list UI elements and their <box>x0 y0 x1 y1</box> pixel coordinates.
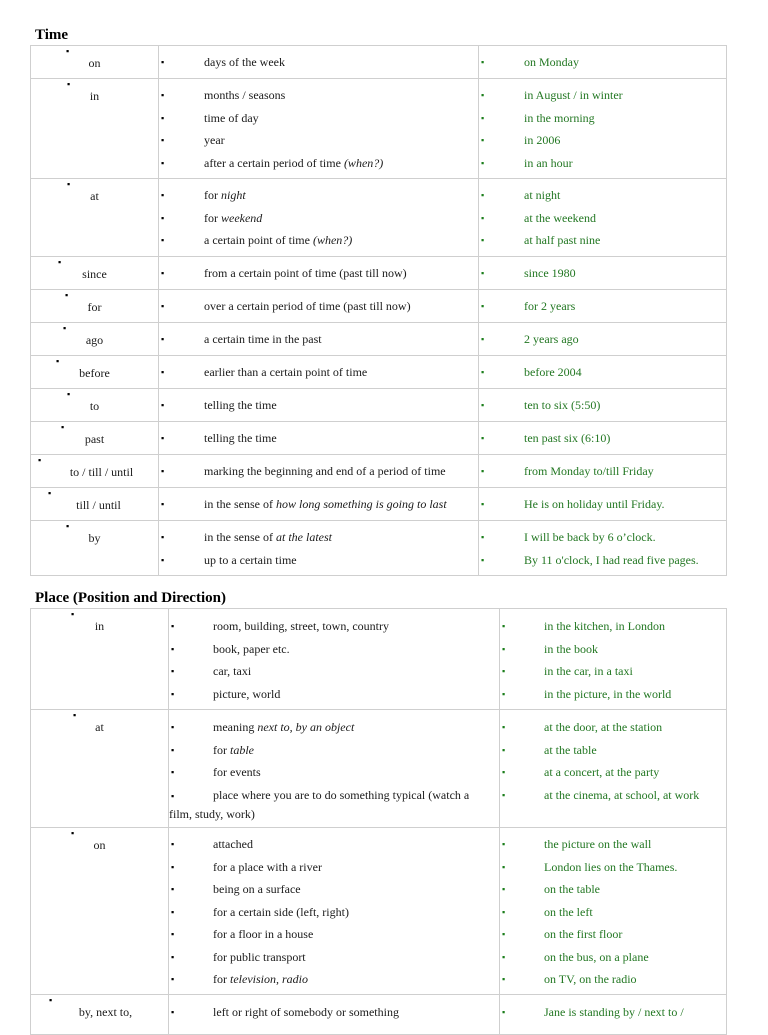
place-table <box>30 608 727 1035</box>
usage: time of day <box>204 110 259 125</box>
time-row-by: ▪ by ▪ in the sense of at the latest ▪ up to a certain time ▪ I will be back by 6 o’clock. ▪ By 11 o'clock, I had read five pages. <box>31 521 727 576</box>
place-row-by-next-to: ▪ by, next to, ▪ left or right of somebody or something ▪ Jane is standing by / next to / <box>31 995 727 1035</box>
usage: marking the beginning and end of a period of time <box>204 464 446 478</box>
example: in 2006 <box>524 133 561 147</box>
example: He is on holiday until Friday. <box>524 497 665 511</box>
usage: meaning next to, by an object <box>213 720 355 734</box>
usage: a certain point of time (when?) <box>204 233 353 247</box>
time-row-past: ▪ past ▪ telling the time ▪ ten past six (6:10) <box>31 422 727 455</box>
preposition: at <box>90 189 99 203</box>
example: in the car, in a taxi <box>544 664 633 678</box>
preposition: past <box>84 432 105 446</box>
time-row-in: ▪ in ▪ months / seasons ▪ time of day ▪ year ▪ after a certain period of time (when?) ▪ in August / in winter ▪ in the morning ▪ in 2006 ▪ in an hour <box>31 79 727 179</box>
usage: attached <box>213 837 253 851</box>
example: at night <box>524 188 561 202</box>
usage: earlier than a certain point of time <box>204 365 368 379</box>
usage: in the sense of how long something is going to last <box>204 497 447 511</box>
preposition: for <box>87 300 102 314</box>
example: on TV, on the radio <box>544 972 637 986</box>
preposition: by <box>88 531 101 545</box>
usage: for events <box>213 765 261 779</box>
usage: for night <box>204 188 246 202</box>
example: in the picture, in the world <box>544 686 672 701</box>
example: the picture on the wall <box>544 837 652 851</box>
example: for 2 years <box>524 299 576 313</box>
example: in August / in winter <box>524 88 623 102</box>
time-row-on: ▪ on ▪ days of the week ▪ on Monday <box>31 46 727 79</box>
usage: for a certain side (left, right) <box>213 904 349 919</box>
place-heading: Place (Position and Direction) <box>35 590 226 606</box>
example: in the kitchen, in London <box>544 619 665 633</box>
time-row-for: ▪ for ▪ over a certain period of time (past till now) ▪ for 2 years <box>31 290 727 323</box>
preposition: on <box>93 838 106 852</box>
example: at the cinema, at school, at work <box>544 787 700 802</box>
example: in the book <box>544 641 598 656</box>
usage: telling the time <box>204 398 277 412</box>
time-row-before: ▪ before ▪ earlier than a certain point of time ▪ before 2004 <box>31 356 727 389</box>
preposition: since <box>82 267 107 281</box>
usage: book, paper etc. <box>213 641 290 656</box>
preposition: at <box>95 720 104 734</box>
example: ten past six (6:10) <box>524 431 611 445</box>
usage: for a floor in a house <box>213 927 314 941</box>
example: London lies on the Thames. <box>544 859 678 874</box>
example: on the table <box>544 882 600 896</box>
usage: after a certain period of time (when?) <box>204 155 384 170</box>
place-row-on: ▪ on ▪ attached ▪ for a place with a river ▪ being on a surface ▪ for a certain side (left, right) ▪ for a floor in a house ▪ for public transport ▪ for television, radio ▪ the picture on the wall ▪ London lies on the Thames. ▪ on the table ▪ on the left ▪ on the first floor ▪ on the bus, on a plane ▪ on TV, on the radio <box>31 828 727 995</box>
preposition: till / until <box>76 498 121 512</box>
usage: over a certain period of time (past till now) <box>204 299 411 313</box>
usage: for a place with a river <box>213 859 322 874</box>
time-row-till-until: ▪ till / until ▪ in the sense of how long something is going to last ▪ He is on holiday until Friday. <box>31 488 727 521</box>
time-row-to: ▪ to ▪ telling the time ▪ ten to six (5:50) <box>31 389 727 422</box>
usage: room, building, street, town, country <box>213 619 389 633</box>
example: in an hour <box>524 155 573 170</box>
example: at a concert, at the party <box>544 765 660 779</box>
preposition: on <box>88 56 101 70</box>
example: ten to six (5:50) <box>524 398 601 412</box>
usage: year <box>204 133 225 147</box>
usage: place where you are to do something typical (watch a film, study, work) <box>169 787 470 821</box>
usage: in the sense of at the latest <box>204 530 332 544</box>
example: By 11 o'clock, I had read five pages. <box>524 552 699 567</box>
example: from Monday to/till Friday <box>524 464 654 478</box>
example: at the door, at the station <box>544 720 663 734</box>
example: at the table <box>544 742 597 757</box>
example: on the first floor <box>544 927 623 941</box>
usage: months / seasons <box>204 88 286 102</box>
usage: a certain time in the past <box>204 332 322 346</box>
preposition: to / till / until <box>69 465 134 479</box>
usage: picture, world <box>213 686 281 701</box>
preposition: to <box>89 399 100 413</box>
place-row-in: ▪ in ▪ room, building, street, town, country ▪ book, paper etc. ▪ car, taxi ▪ picture, world ▪ in the kitchen, in London ▪ in the book ▪ in the car, in a taxi ▪ in the picture, in the world <box>31 609 727 710</box>
preposition: by, next to, <box>78 1005 133 1019</box>
usage: telling the time <box>204 431 277 445</box>
preposition: in <box>89 89 100 103</box>
preposition: before <box>79 366 110 380</box>
time-heading: Time <box>35 27 69 43</box>
usage: for public transport <box>213 949 306 964</box>
example: at half past nine <box>524 233 601 247</box>
example: on the left <box>544 904 593 919</box>
usage: from a certain point of time (past till now) <box>204 266 407 280</box>
usage: being on a surface <box>213 882 301 896</box>
usage: for weekend <box>204 210 263 225</box>
place-row-at: ▪ at ▪ meaning next to, by an object ▪ for table ▪ for events ▪ place where you are to do something typical (watch a film, study, work) ▪ at the door, at the station ▪ at the table ▪ at a concert, at the party ▪ at the cinema, at school, at work <box>31 710 727 828</box>
example: since 1980 <box>524 266 576 280</box>
usage: for table <box>213 742 254 757</box>
usage: up to a certain time <box>204 552 297 567</box>
example: Jane is standing by / next to / <box>544 1005 684 1019</box>
example: on Monday <box>524 55 579 69</box>
usage: left or right of somebody or something <box>213 1005 399 1019</box>
time-row-at: ▪ at ▪ for night ▪ for weekend ▪ a certain point of time (when?) ▪ at night ▪ at the weekend ▪ at half past nine <box>31 179 727 257</box>
example: 2 years ago <box>524 332 579 346</box>
example: on the bus, on a plane <box>544 949 649 964</box>
time-row-ago: ▪ ago ▪ a certain time in the past ▪ 2 years ago <box>31 323 727 356</box>
preposition: in <box>94 619 105 633</box>
example: at the weekend <box>524 210 596 225</box>
time-row-since: ▪ since ▪ from a certain point of time (past till now) ▪ since 1980 <box>31 257 727 290</box>
usage: car, taxi <box>213 664 252 678</box>
example: in the morning <box>524 110 595 125</box>
example: I will be back by 6 o’clock. <box>524 530 656 544</box>
usage: days of the week <box>204 55 285 69</box>
usage: for television, radio <box>213 972 308 986</box>
time-table <box>30 45 727 576</box>
example: before 2004 <box>524 365 582 379</box>
time-row-to-till-until: ▪ to / till / until ▪ marking the beginning and end of a period of time ▪ from Monday to/till Friday <box>31 455 727 488</box>
preposition: ago <box>85 333 104 347</box>
